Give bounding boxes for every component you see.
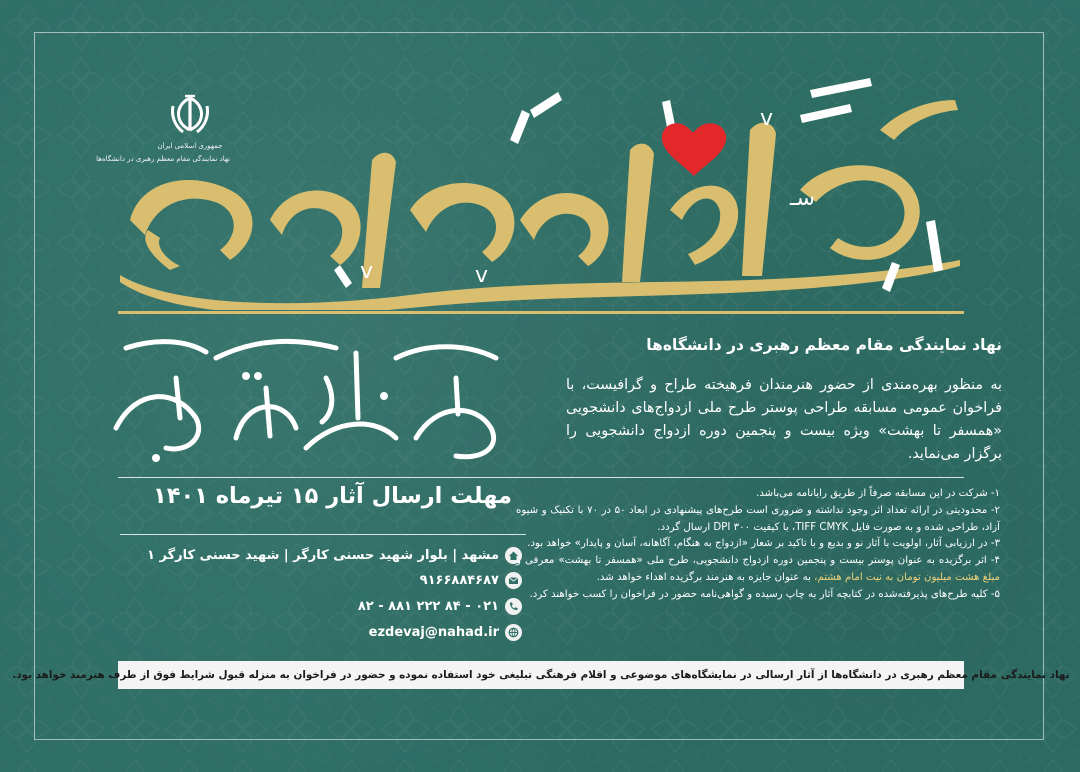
svg-text:سـ: سـ xyxy=(790,186,815,211)
emblem-caption-line1: جمهوری اسلامی ایران xyxy=(157,142,223,150)
email-address[interactable]: ezdevaj@nahad.ir xyxy=(368,624,499,640)
organization-heading: نهاد نمایندگی مقام معظم رهبری در دانشگاه‌ها xyxy=(646,336,1002,354)
contact-phone xyxy=(200,595,522,617)
contact-mobile xyxy=(200,569,522,591)
subtitle-calligraphy xyxy=(96,318,526,468)
heart-icon xyxy=(662,123,726,176)
phone-number[interactable]: ۰۲۱ - ۸۴ ۲۲۲ ۸۸۱ - ۸۲ xyxy=(357,598,499,614)
svg-text:v: v xyxy=(360,259,374,284)
middle-divider xyxy=(118,477,964,478)
rule-4-prize-highlight: مبلغ هشت میلیون تومان به نیت امام هشتم، xyxy=(814,571,1000,583)
rule-2: ۲- محدودیتی در ارائه تعداد اثر وجود نداشته و ضروری است طرح‌های پیشنهادی در ابعاد ۵۰ در ۷۰ با تکنیک و شیوه آزاد، طراحی شده و به صورت فایل TIFF CMYK، با کیفیت DPI ۳۰۰ ارسال گردد. xyxy=(516,504,1000,533)
globe-icon xyxy=(505,624,522,641)
rule-5: ۵- کلیه طرح‌های پذیرفته‌شده در کتابچه آثار به چاپ رسیده و گواهی‌نامه حضور در فراخوان را کسب خواهند کرد. xyxy=(529,588,1000,600)
rule-4 xyxy=(516,553,1000,587)
svg-text:v: v xyxy=(475,263,489,288)
rules-list xyxy=(516,486,1000,604)
deadline: مهلت ارسال آثار ۱۵ تیرماه ۱۴۰۱ xyxy=(153,483,512,509)
footer-text: نهاد نمایندگی مقام معظم رهبری در دانشگاه‌ها از آثار ارسالی در نمایشگاه‌های موضوعی و اقلام فرهنگی تبلیغی خود استفاده نموده و حضور در فراخوان به منزله قبول شرایط فوق از طرف هنرمند خواهد بود. xyxy=(12,669,1070,681)
address-text: مشهد | بلوار شهید حسنی کارگر | شهید حسنی کارگر ۱ xyxy=(147,547,499,563)
mobile-number[interactable]: ۹۱۶۶۸۸۴۶۸۷ xyxy=(419,572,499,588)
main-title-calligraphy xyxy=(96,70,980,310)
contact-address xyxy=(147,544,522,566)
contact-email xyxy=(200,621,522,643)
rule-4-part-b: به عنوان جایزه به هنرمند برگزیده اهداء خواهد شد. xyxy=(596,571,815,583)
contact-divider xyxy=(120,534,526,535)
gold-divider xyxy=(118,311,964,314)
footer-bar xyxy=(12,661,1070,689)
intro-paragraph: به منظور بهره‌مندی از حضور هنرمندان فرهیخته طراح و گرافیست، با فراخوان عمومی مسابقه طراحی پوستر طرح ملی ازدواج‌های دانشجویی «همسفر تا بهشت» ویژه بیست و پنجمین دوره ازدواج دانشجویی را برگزار می‌نماید. xyxy=(566,377,1002,462)
rule-3: ۳- در ارزیابی آثار، اولویت با آثار نو و بدیع و با تاکید بر شعار «ازدواج به هنگام، آگاهانه، آسان و پایدار» خواهد بود. xyxy=(527,538,1000,550)
emblem-caption-line2: نهاد نمایندگی مقام معظم رهبری در دانشگاه‌ها xyxy=(96,155,230,163)
svg-text:v: v xyxy=(760,106,774,131)
rule-1: ۱- شرکت در این مسابقه صرفاً از طریق رایانامه می‌باشد. xyxy=(756,488,1000,499)
rule-4-part-a: ۴- اثر برگزیده به عنوان پوستر بیست و پنجمین دوره ازدواج دانشجویی، طرح ملی «همسفر تا بهشت» معرفی و xyxy=(516,555,1000,567)
